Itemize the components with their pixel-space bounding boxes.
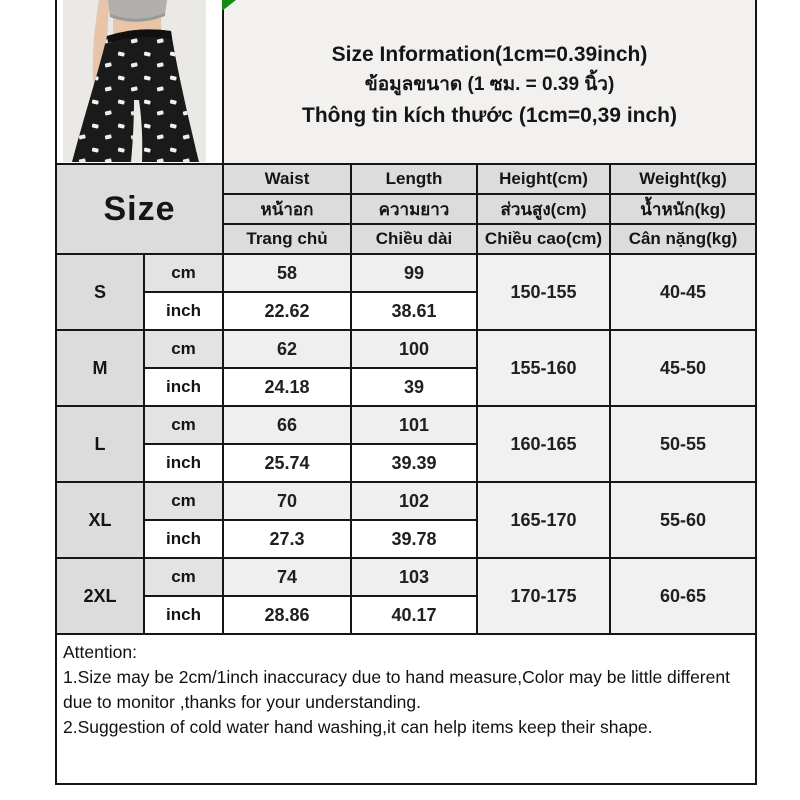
attention-row bbox=[56, 634, 756, 784]
weight-range: 45-50 bbox=[610, 330, 756, 406]
unit-inch-label: inch bbox=[144, 444, 223, 482]
table-row-m-cm bbox=[56, 330, 756, 368]
waist-inch-value: 27.3 bbox=[223, 520, 351, 558]
green-corner-decoration bbox=[222, 0, 236, 11]
size-label: XL bbox=[56, 482, 144, 558]
title-thai: ข้อมูลขนาด (1 ซม. = 0.39 นิ้ว) bbox=[364, 73, 615, 95]
length-cm-value: 101 bbox=[351, 406, 477, 444]
header-waist-th: หน้าอก bbox=[223, 194, 351, 224]
attention-line-2: 2.Suggestion of cold water hand washing,it can help items keep their shape. bbox=[63, 717, 653, 737]
unit-cm-label: cm bbox=[144, 482, 223, 520]
size-label: S bbox=[56, 254, 144, 330]
weight-range: 55-60 bbox=[610, 482, 756, 558]
height-range: 165-170 bbox=[477, 482, 610, 558]
header-row-english bbox=[56, 164, 756, 194]
title-block bbox=[224, 33, 755, 131]
waist-cm-value: 62 bbox=[223, 330, 351, 368]
header-weight-en: Weight(kg) bbox=[610, 164, 756, 194]
size-label: M bbox=[56, 330, 144, 406]
length-cm-value: 99 bbox=[351, 254, 477, 292]
waist-cm-value: 74 bbox=[223, 558, 351, 596]
product-photo-cell bbox=[56, 0, 223, 164]
length-inch-value: 39.39 bbox=[351, 444, 477, 482]
length-inch-value: 38.61 bbox=[351, 292, 477, 330]
unit-cm-label: cm bbox=[144, 406, 223, 444]
size-label: L bbox=[56, 406, 144, 482]
waist-inch-value: 28.86 bbox=[223, 596, 351, 634]
length-cm-value: 103 bbox=[351, 558, 477, 596]
waist-cm-value: 66 bbox=[223, 406, 351, 444]
weight-range: 60-65 bbox=[610, 558, 756, 634]
height-range: 160-165 bbox=[477, 406, 610, 482]
unit-cm-label: cm bbox=[144, 330, 223, 368]
table-row-xl-cm bbox=[56, 482, 756, 520]
product-photo bbox=[63, 0, 206, 162]
length-cm-value: 100 bbox=[351, 330, 477, 368]
header-weight-th: น้ำหนัก(kg) bbox=[610, 194, 756, 224]
length-inch-value: 39.78 bbox=[351, 520, 477, 558]
header-weight-vi: Cân nặng(kg) bbox=[610, 224, 756, 254]
table-row-l-cm bbox=[56, 406, 756, 444]
table-row-s-cm bbox=[56, 254, 756, 292]
header-length-th: ความยาว bbox=[351, 194, 477, 224]
weight-range: 50-55 bbox=[610, 406, 756, 482]
height-range: 170-175 bbox=[477, 558, 610, 634]
unit-inch-label: inch bbox=[144, 368, 223, 406]
waist-cm-value: 70 bbox=[223, 482, 351, 520]
height-range: 155-160 bbox=[477, 330, 610, 406]
waist-cm-value: 58 bbox=[223, 254, 351, 292]
title-row bbox=[56, 0, 756, 164]
header-length-en: Length bbox=[351, 164, 477, 194]
title-cell bbox=[223, 0, 756, 164]
header-height-en: Height(cm) bbox=[477, 164, 610, 194]
title-english: Size Information(1cm=0.39inch) bbox=[331, 42, 648, 66]
size-information-table bbox=[55, 0, 757, 785]
table-row-2xl-cm bbox=[56, 558, 756, 596]
unit-inch-label: inch bbox=[144, 596, 223, 634]
length-cm-value: 102 bbox=[351, 482, 477, 520]
waist-inch-value: 24.18 bbox=[223, 368, 351, 406]
height-range: 150-155 bbox=[477, 254, 610, 330]
unit-inch-label: inch bbox=[144, 292, 223, 330]
attention-heading: Attention: bbox=[63, 642, 137, 662]
title-vietnamese: Thông tin kích thước (1cm=0,39 inch) bbox=[302, 103, 677, 127]
header-waist-en: Waist bbox=[223, 164, 351, 194]
waist-inch-value: 25.74 bbox=[223, 444, 351, 482]
length-inch-value: 39 bbox=[351, 368, 477, 406]
header-waist-vi: Trang chủ bbox=[223, 224, 351, 254]
unit-cm-label: cm bbox=[144, 254, 223, 292]
header-height-vi: Chiều cao(cm) bbox=[477, 224, 610, 254]
header-height-th: ส่วนสูง(cm) bbox=[477, 194, 610, 224]
length-inch-value: 40.17 bbox=[351, 596, 477, 634]
unit-inch-label: inch bbox=[144, 520, 223, 558]
header-length-vi: Chiều dài bbox=[351, 224, 477, 254]
attention-line-1: 1.Size may be 2cm/1inch inaccuracy due to hand measure,Color may be little different due to monitor ,thanks for your understanding. bbox=[63, 667, 730, 712]
waist-inch-value: 22.62 bbox=[223, 292, 351, 330]
unit-cm-label: cm bbox=[144, 558, 223, 596]
attention-box bbox=[56, 634, 756, 784]
weight-range: 40-45 bbox=[610, 254, 756, 330]
size-label: 2XL bbox=[56, 558, 144, 634]
size-corner-header: Size bbox=[56, 164, 223, 254]
